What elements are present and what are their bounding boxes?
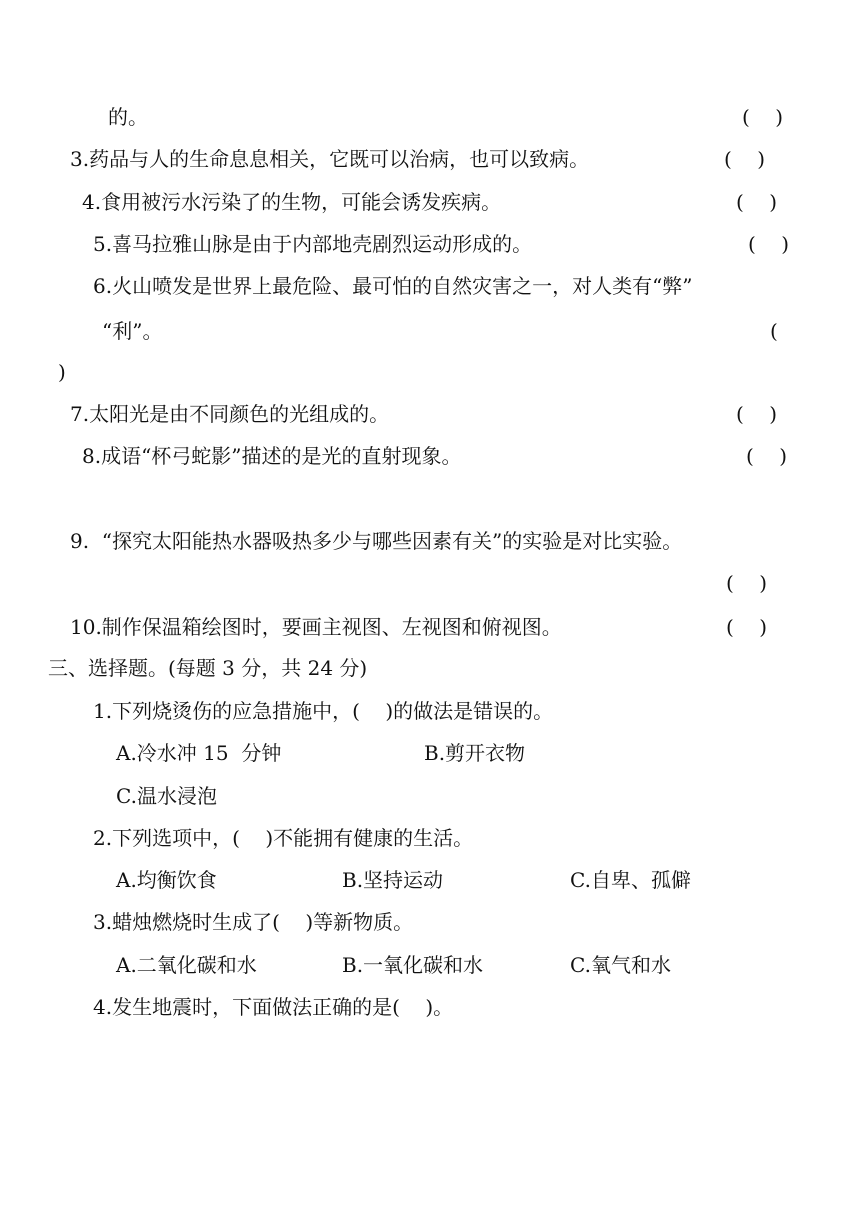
choice-2-option-a[interactable]: A.均衡饮食 bbox=[116, 868, 217, 892]
answer-blank-q6-open[interactable]: ( bbox=[770, 319, 778, 343]
answer-blank-q10[interactable]: ( ) bbox=[726, 615, 768, 639]
question-10: 10.制作保温箱绘图时，要画主视图、左视图和俯视图。 bbox=[70, 615, 562, 639]
question-6-line-2: “利”。 bbox=[102, 319, 163, 343]
question-2-tail: 的。 bbox=[108, 105, 148, 129]
answer-blank-q8[interactable]: ( ) bbox=[746, 444, 788, 468]
answer-blank-q6-close: ) bbox=[58, 360, 66, 384]
question-8: 8.成语“杯弓蛇影”描述的是光的直射现象。 bbox=[82, 444, 462, 468]
question-3: 3.药品与人的生命息息相关，它既可以治病，也可以致病。 bbox=[70, 147, 590, 171]
choice-1-option-c[interactable]: C.温水浸泡 bbox=[116, 784, 217, 808]
choice-3-option-a[interactable]: A.二氧化碳和水 bbox=[116, 953, 257, 977]
question-9: 9. “探究太阳能热水器吸热多少与哪些因素有关”的实验是对比实验。 bbox=[70, 529, 683, 553]
answer-blank-q2[interactable]: ( ) bbox=[742, 105, 784, 129]
question-7: 7.太阳光是由不同颜色的光组成的。 bbox=[70, 402, 390, 426]
answer-blank-q5[interactable]: ( ) bbox=[748, 232, 790, 256]
choice-1-option-a[interactable]: A.冷水冲 15 分钟 bbox=[116, 741, 282, 765]
choice-3-option-b[interactable]: B.一氧化碳和水 bbox=[342, 953, 484, 977]
section-heading-choice: 三、选择题。(每题 3 分，共 24 分) bbox=[48, 656, 368, 680]
answer-blank-q7[interactable]: ( ) bbox=[736, 402, 778, 426]
question-5: 5.喜马拉雅山脉是由于内部地壳剧烈运动形成的。 bbox=[93, 232, 533, 256]
choice-question-3: 3.蜡烛燃烧时生成了( )等新物质。 bbox=[93, 910, 414, 934]
choice-question-1: 1.下列烧烫伤的应急措施中，( )的做法是错误的。 bbox=[93, 699, 554, 723]
answer-blank-q3[interactable]: ( ) bbox=[724, 147, 766, 171]
choice-question-4: 4.发生地震时，下面做法正确的是( )。 bbox=[93, 995, 454, 1019]
choice-question-2: 2.下列选项中，( )不能拥有健康的生活。 bbox=[93, 826, 474, 850]
question-6-line-1: 6.火山喷发是世界上最危险、最可怕的自然灾害之一，对人类有“弊” bbox=[93, 274, 693, 298]
question-4: 4.食用被污水污染了的生物，可能会诱发疾病。 bbox=[82, 190, 502, 214]
choice-1-option-b[interactable]: B.剪开衣物 bbox=[424, 741, 526, 765]
choice-3-option-c[interactable]: C.氧气和水 bbox=[570, 953, 671, 977]
choice-2-option-c[interactable]: C.自卑、孤僻 bbox=[570, 868, 691, 892]
answer-blank-q4[interactable]: ( ) bbox=[736, 190, 778, 214]
answer-blank-q9[interactable]: ( ) bbox=[726, 571, 768, 595]
choice-2-option-b[interactable]: B.坚持运动 bbox=[342, 868, 444, 892]
